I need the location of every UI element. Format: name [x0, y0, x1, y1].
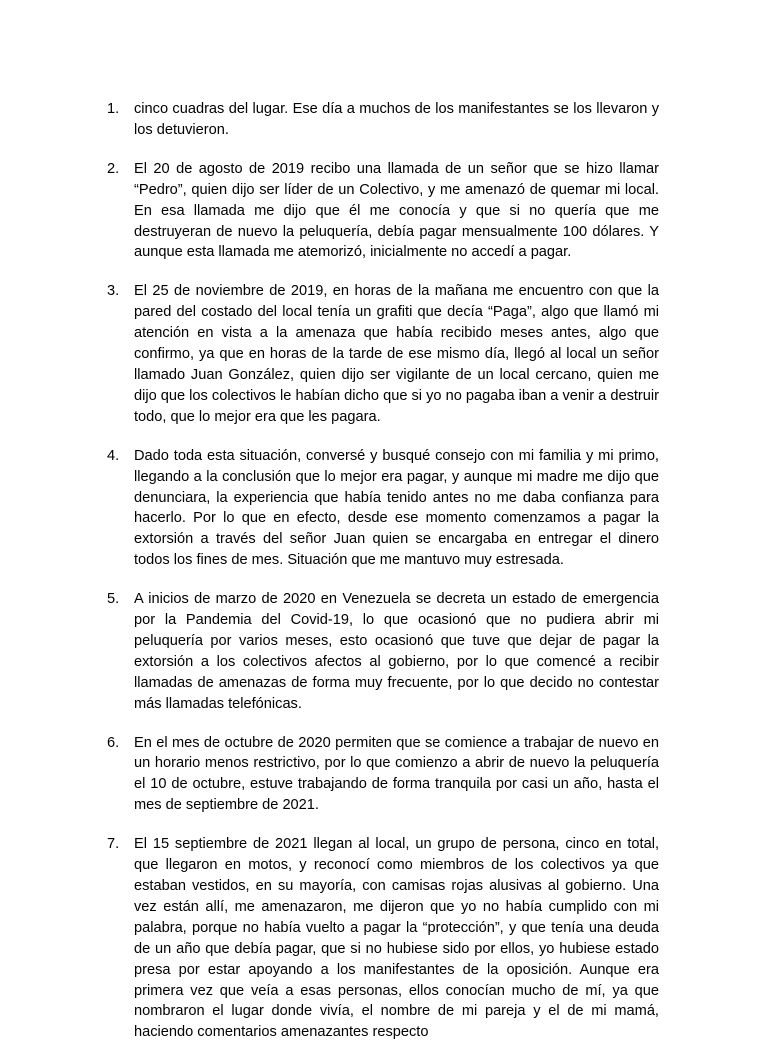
item-text: A inicios de marzo de 2020 en Venezuela se decreta un estado de emergencia por la Pandemia del Covid-19, lo que ocasionó que no pudiera abrir mi peluquería por varios meses, esto ocasionó que tuve que dejar de pagar la extorsión a los colectivos afectos al gobierno, por lo que comencé a recibir llamadas de amenazas de forma muy frecuente, por lo que decido no contestar más llamadas telefónicas. [134, 591, 659, 712]
item-text: El 25 de noviembre de 2019, en horas de la mañana me encuentro con que la pared del costado del local tenía un grafiti que decía “Paga”, algo que llamó mi atención en vista a la amenaza que había recibido meses antes, algo que confirmo, ya que en horas de la tarde de ese mismo día, llegó al local un señor llamado Juan González, quien dijo ser vigilante de un local cercano, quien me dijo que los colectivos le habían dicho que si yo no pagaba iban a venir a destruir todo, que lo mejor era que les pagara. [134, 283, 659, 425]
list-item [107, 446, 659, 571]
item-text: cinco cuadras del lugar. Ese día a muchos de los manifestantes se los llevaron y los detuvieron. [134, 101, 659, 138]
item-number: 1. [107, 101, 120, 117]
item-number: 6. [107, 734, 120, 751]
item-text: En el mes de octubre de 2020 permiten que se comience a trabajar de nuevo en un horario menos restrictivo, por lo que comienzo a abrir de nuevo la peluquería el 10 de octubre, estuve trabajando de forma tranquila por casi un año, hasta el mes de septiembre de 2021. [134, 734, 659, 814]
list-item [107, 589, 659, 714]
item-text: El 15 septiembre de 2021 llegan al local, un grupo de persona, cinco en total, que llegaron en motos, y reconocí como miembros de los colectivos ya que estaban vestidos, en su mayoría, con camisas rojas alusivas al gobierno. Una vez están allí, me amenazaron, me dijeron que yo no había cumplido con mi palabra, porque no había vuelto a pagar la “protección”, y que tenía una deuda de un año que debía pagar, que si no hubiese sido por ellos, yo hubiese estado presa por estar apoyando a los manifestantes de la oposición. Aunque era primera vez que veía a esas personas, ellos conocían mucho de mí, ya que nombraron el lugar donde vivía, el nombre de mi pareja y el de mi mamá, haciendo comentarios amenazantes respecto [134, 836, 659, 1041]
item-text: El 20 de agosto de 2019 recibo una llamada de un señor que se hizo llamar “Pedro”, quien dijo ser líder de un Colectivo, y me amenazó de quemar mi local. En esa llamada me dijo que él me conocía y que si no quería que me destruyeran de nuevo la peluquería, debía pagar mensualmente 100 dólares. Y aunque esta llamada me atemorizó, inicialmente no accedí a pagar. [134, 160, 659, 261]
list-item [107, 281, 659, 427]
list-item [107, 159, 659, 264]
item-number: 2. [107, 160, 120, 177]
item-number: 3. [107, 283, 120, 300]
list-item [107, 834, 659, 1043]
item-number: 4. [107, 447, 120, 464]
list-item [107, 733, 659, 817]
numbered-list [107, 99, 659, 1061]
item-text: Dado toda esta situación, conversé y busqué consejo con mi familia y mi primo, llegando a la conclusión que lo mejor era pagar, y aunque mi madre me dijo que denunciara, la experiencia que había tenido antes no me daba confianza para hacerlo. Por lo que en efecto, desde ese momento comenzamos a pagar la extorsión a través del señor Juan quien se encargaba en entregar el dinero todos los fines de mes. Situación que me mantuvo muy estresada. [134, 447, 659, 569]
item-number: 5. [107, 591, 120, 608]
item-number: 7. [107, 836, 120, 853]
list-item [107, 99, 659, 141]
